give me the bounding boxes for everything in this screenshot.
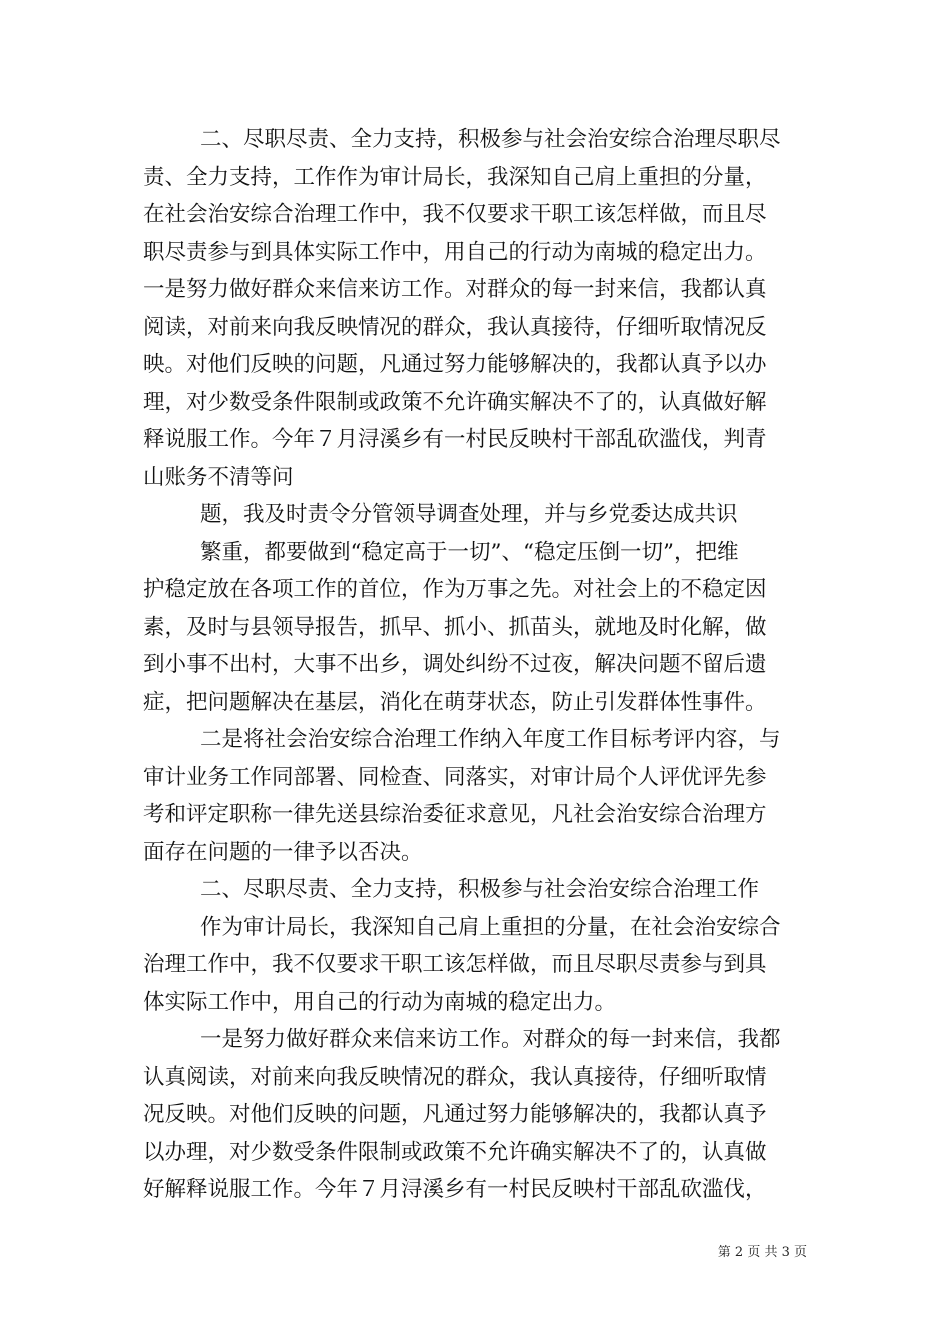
text-line: 作为审计局长，我深知自己肩上重担的分量，在社会治安综合 bbox=[200, 914, 781, 940]
text-line: 释说服工作。今年７月浔溪乡有一村民反映村干部乱砍滥伐，判青 bbox=[143, 427, 767, 452]
text-line: 一是努力做好群众来信来访工作。对群众的每一封来信，我都 bbox=[200, 1027, 781, 1052]
text-line: 在社会治安综合治理工作中，我不仅要求干职工该怎样做，而且尽 bbox=[143, 202, 767, 227]
text-line: 二、尽职尽责、全力支持，积极参与社会治安综合治理尽职尽 bbox=[200, 127, 781, 152]
text-line: 映。对他们反映的问题，凡通过努力能够解决的，我都认真予以办 bbox=[143, 352, 767, 377]
text-line: 职尽责参与到具体实际工作中，用自己的行动为南城的稳定出力。 bbox=[143, 239, 767, 265]
text-line: 到小事不出村，大事不出乡，调处纠纷不过夜，解决问题不留后遗 bbox=[143, 652, 767, 677]
text-line: 二、尽职尽责、全力支持，积极参与社会治安综合治理工作 bbox=[200, 877, 760, 902]
text-line: 护稳定放在各项工作的首位，作为万事之先。对社会上的不稳定因 bbox=[143, 577, 767, 602]
text-line: 以办理，对少数受条件限制或政策不允许确实解决不了的，认真做 bbox=[143, 1139, 767, 1165]
text-line: 二是将社会治安综合治理工作纳入年度工作目标考评内容，与 bbox=[200, 727, 781, 752]
text-line: 阅读，对前来向我反映情况的群众，我认真接待，仔细听取情况反 bbox=[143, 314, 767, 340]
text-line: 素，及时与县领导报告，抓早、抓小、抓苗头，就地及时化解，做 bbox=[143, 614, 767, 640]
text-line: 治理工作中，我不仅要求干职工该怎样做，而且尽职尽责参与到具 bbox=[143, 952, 767, 977]
text-line: 理，对少数受条件限制或政策不允许确实解决不了的，认真做好解 bbox=[143, 389, 767, 415]
text-line: 症，把问题解决在基层，消化在萌芽状态，防止引发群体性事件。 bbox=[143, 689, 767, 715]
text-line: 审计业务工作同部署、同检查、同落实，对审计局个人评优评先参 bbox=[143, 764, 767, 790]
text-line: 一是努力做好群众来信来访工作。对群众的每一封来信，我都认真 bbox=[143, 277, 767, 302]
text-line: 繁重，都要做到“稳定高于一切”、“稳定压倒一切”，把维 bbox=[200, 539, 739, 565]
document-body bbox=[143, 121, 809, 1209]
text-line: 认真阅读，对前来向我反映情况的群众，我认真接待，仔细听取情 bbox=[143, 1064, 767, 1090]
text-line: 体实际工作中，用自己的行动为南城的稳定出力。 bbox=[143, 989, 617, 1015]
text-line: 面存在问题的一律予以否决。 bbox=[143, 839, 423, 865]
text-line: 责、全力支持，工作作为审计局长，我深知自己肩上重担的分量， bbox=[143, 164, 767, 190]
text-line: 考和评定职称一律先送县综治委征求意见，凡社会治安综合治理方 bbox=[143, 802, 767, 827]
page-number: 第 2 页 共 3 页 bbox=[717, 1245, 807, 1260]
text-line: 况反映。对他们反映的问题，凡通过努力能够解决的，我都认真予 bbox=[143, 1102, 767, 1127]
text-line: 题，我及时责令分管领导调查处理，并与乡党委达成共识 bbox=[200, 502, 738, 527]
text-line: 好解释说服工作。今年７月浔溪乡有一村民反映村干部乱砍滥伐， bbox=[143, 1177, 767, 1202]
text-line: 山账务不清等问 bbox=[143, 464, 294, 490]
